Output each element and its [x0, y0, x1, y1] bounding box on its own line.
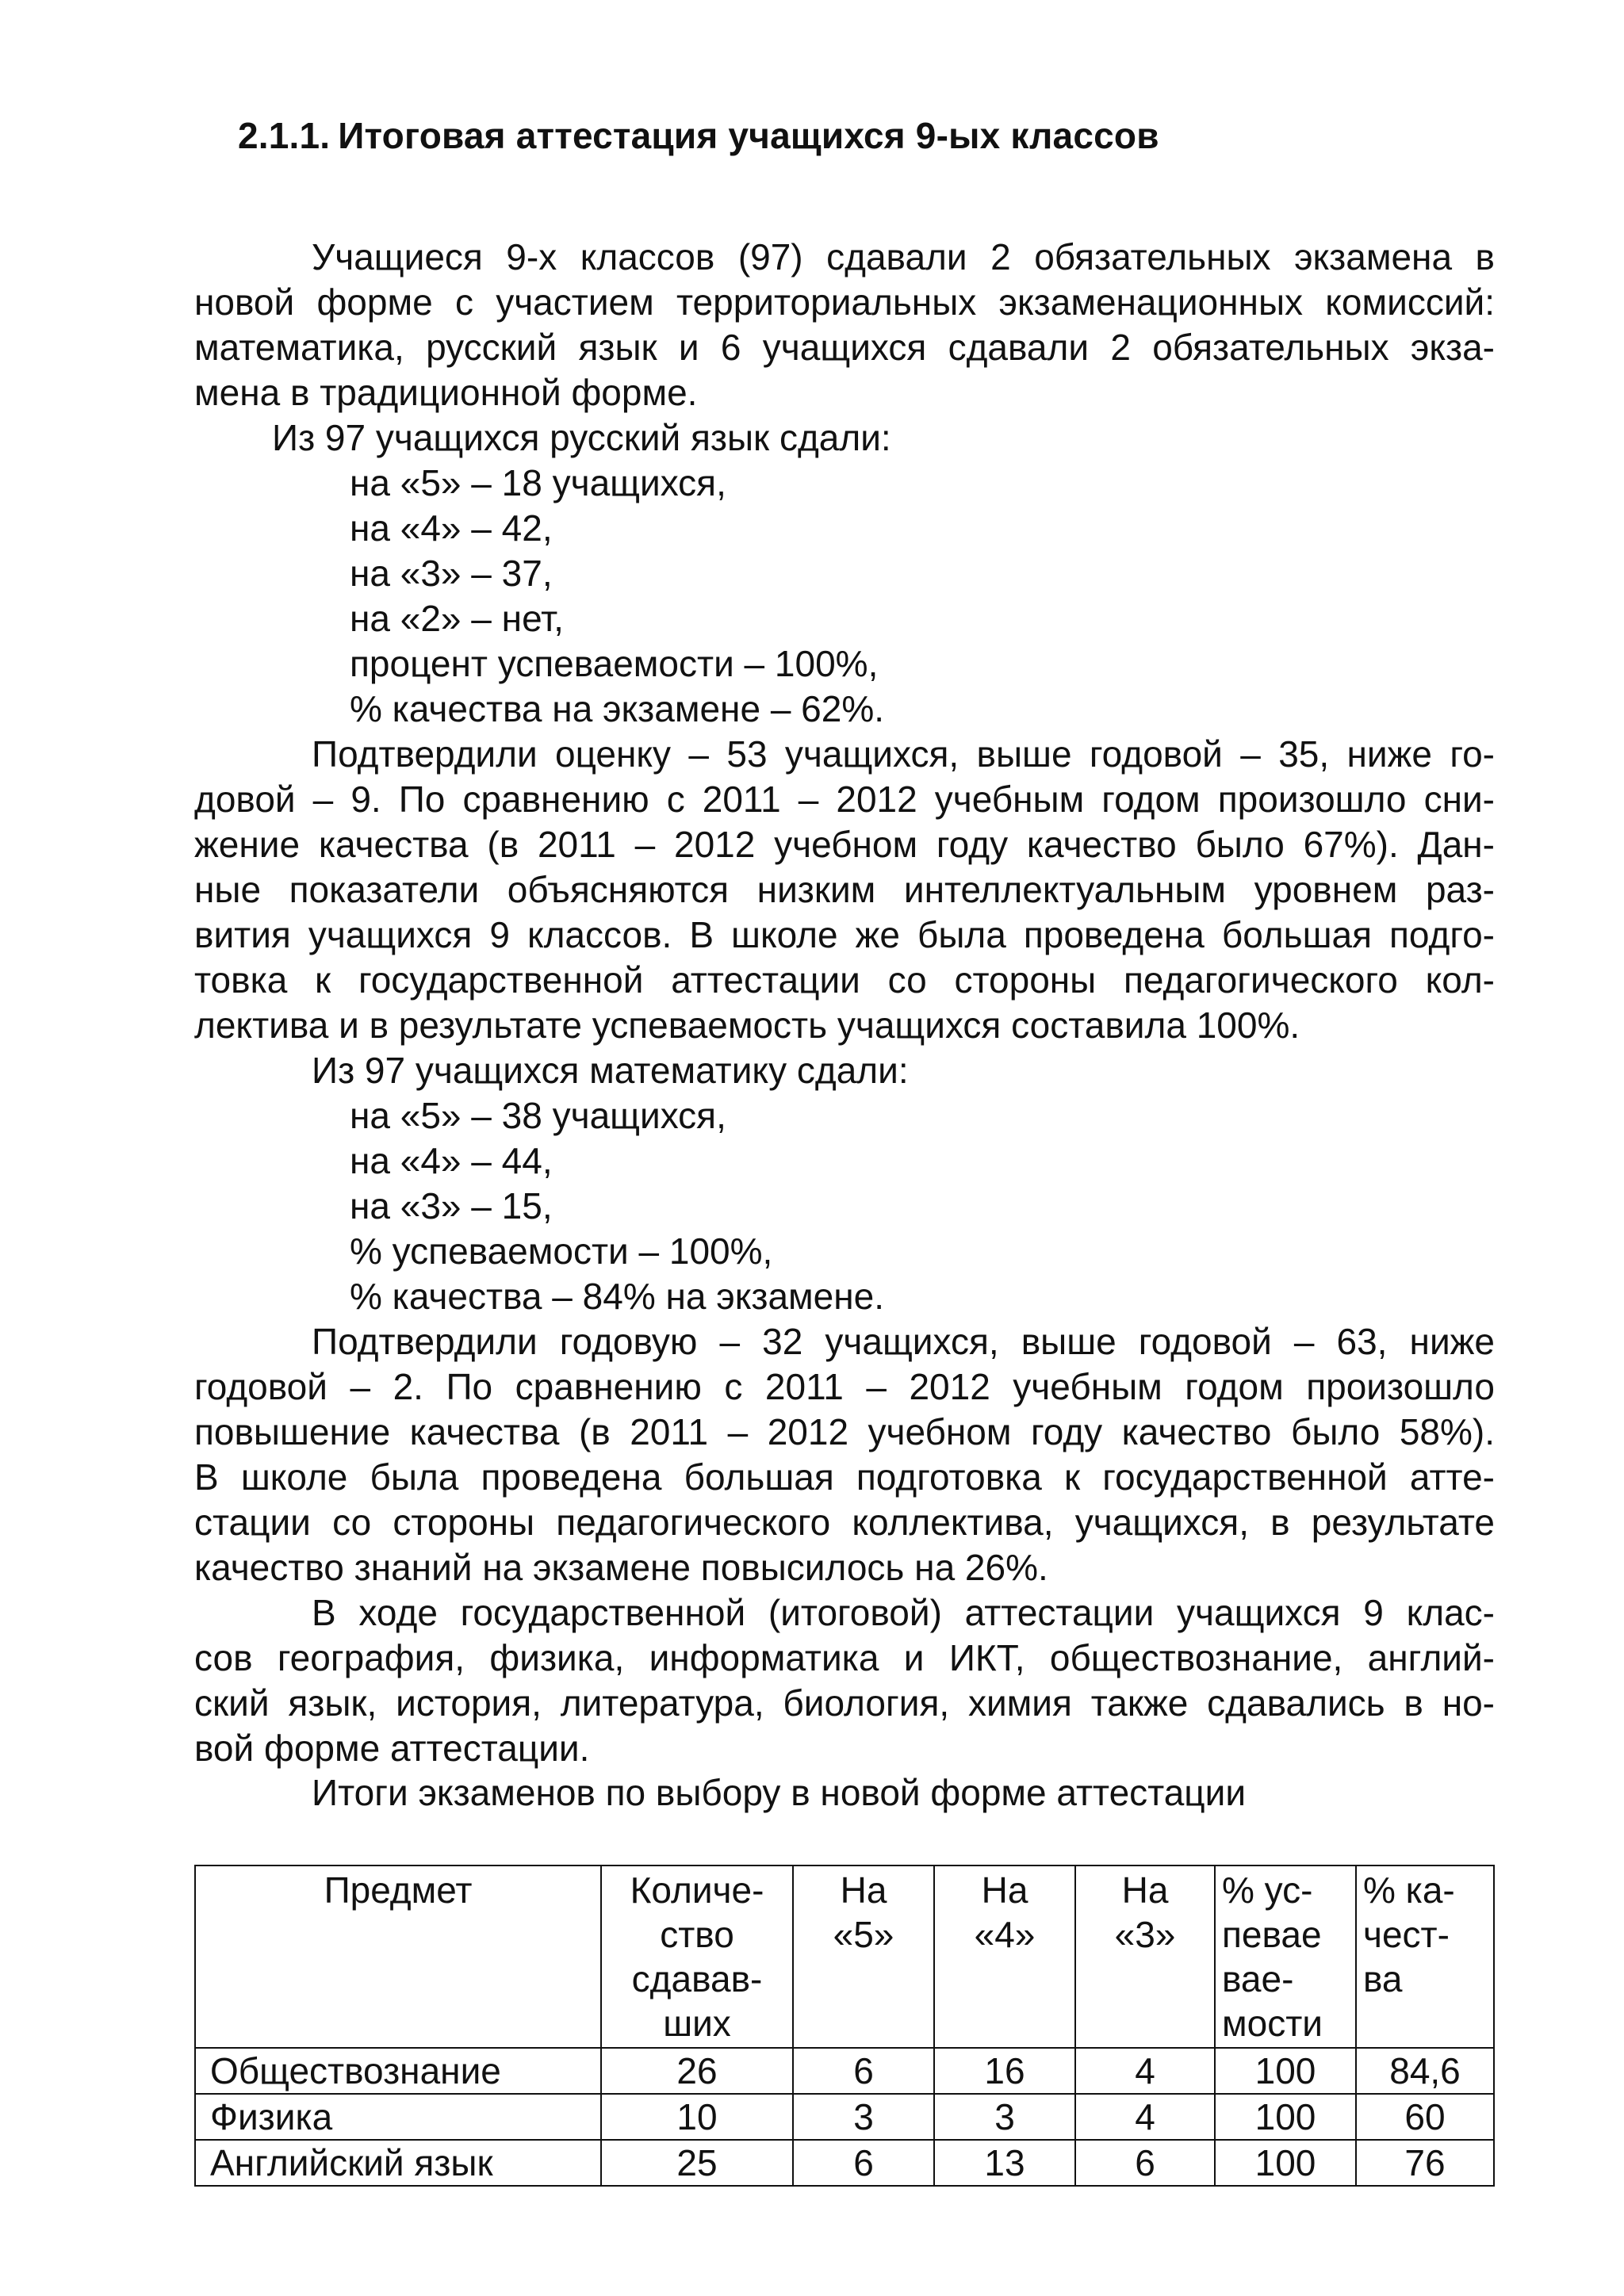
text-line: Учащиеся 9-х классов (97) сдавали 2 обязательных экзамена в: [312, 236, 1495, 277]
text-line: жение качества (в 2011 – 2012 учебном году качество было 67%). Дан-: [194, 824, 1495, 865]
results-table: [194, 1865, 1495, 2187]
cell-grade-5: 6: [793, 2048, 934, 2094]
text-line: новой форме с участием территориальных экзаменационных комиссий:: [194, 281, 1495, 323]
list-item: на «2» – нет,: [350, 598, 564, 639]
text-line: математика, русский язык и 6 учащихся сдавали 2 обязательных экза-: [194, 327, 1495, 368]
cell-success-rate: 100: [1215, 2140, 1356, 2186]
header-line: На: [840, 1869, 887, 1911]
cell-subject: Английский язык: [195, 2140, 601, 2186]
list-item: процент успеваемости – 100%,: [350, 643, 879, 684]
header-grade-3: [1075, 1866, 1215, 2048]
list-item: на «5» – 18 учащихся,: [350, 462, 726, 503]
header-success-rate: [1215, 1866, 1356, 2048]
russian-summary-paragraph: [194, 732, 1495, 1048]
list-item: на «4» – 42,: [350, 507, 553, 549]
header-count: [601, 1866, 793, 2048]
list-item: на «5» – 38 учащихся,: [350, 1095, 726, 1136]
list-item: % качества – 84% на экзамене.: [350, 1276, 885, 1317]
text-line: стации со стороны педагогического коллектива, учащихся, в результате: [194, 1502, 1495, 1543]
text-line: Подтвердили годовую – 32 учащихся, выше годовой – 63, ниже: [312, 1321, 1495, 1362]
text-line: довой – 9. По сравнению с 2011 – 2012 учебным годом произошло сни-: [194, 779, 1495, 820]
header-line: вае-: [1222, 1958, 1294, 1999]
table-caption: Итоги экзаменов по выбору в новой форме аттестации: [312, 1772, 1247, 1813]
section-title: Итоговая аттестация учащихся 9-ых классов: [338, 115, 1159, 156]
cell-grade-4: 13: [934, 2140, 1075, 2186]
text-line: товка к государственной аттестации со стороны педагогического кол-: [194, 959, 1495, 1001]
cell-grade-5: 6: [793, 2140, 934, 2186]
header-line: чест-: [1363, 1914, 1450, 1955]
header-line: Предмет: [324, 1869, 473, 1911]
cell-grade-3: 6: [1075, 2140, 1215, 2186]
list-item: на «4» – 44,: [350, 1140, 553, 1181]
russian-results: [194, 415, 1495, 732]
section-number: 2.1.1.: [238, 115, 331, 156]
table-header-row: [195, 1866, 1494, 2048]
text-line: Подтвердили оценку – 53 учащихся, выше годовой – 35, ниже го-: [312, 733, 1495, 775]
header-line: На: [981, 1869, 1028, 1911]
cell-grade-3: 4: [1075, 2094, 1215, 2140]
cell-subject: Обществознание: [195, 2048, 601, 2094]
header-line: мости: [1222, 2003, 1323, 2044]
header-subject: [195, 1866, 601, 2048]
header-grade-4: [934, 1866, 1075, 2048]
header-line: «3»: [1114, 1914, 1176, 1955]
table-row: [195, 2048, 1494, 2094]
cell-grade-3: 4: [1075, 2048, 1215, 2094]
text-line: ский язык, история, литература, биология, химия также сдавались в но-: [194, 1682, 1495, 1724]
list-item: % качества на экзамене – 62%.: [350, 688, 885, 729]
header-line: сдавав-: [631, 1958, 763, 1999]
cell-grade-4: 16: [934, 2048, 1075, 2094]
header-grade-5: [793, 1866, 934, 2048]
text-line: лектива и в результате успеваемость учащихся составила 100%.: [194, 1004, 1300, 1046]
list-item: на «3» – 37,: [350, 553, 553, 594]
intro-paragraph: [194, 235, 1495, 415]
header-line: ство: [660, 1914, 734, 1955]
header-line: ва: [1363, 1958, 1403, 1999]
other-exams-paragraph: [194, 1590, 1495, 1771]
text-line: годовой – 2. По сравнению с 2011 – 2012 учебным годом произошло: [194, 1366, 1495, 1407]
cell-count: 26: [601, 2048, 793, 2094]
header-line: «4»: [974, 1914, 1036, 1955]
header-line: На: [1121, 1869, 1169, 1911]
header-line: «5»: [833, 1914, 894, 1955]
text-line: В ходе государственной (итоговой) аттестации учащихся 9 клас-: [312, 1592, 1495, 1633]
cell-grade-4: 3: [934, 2094, 1075, 2140]
text-line: сов география, физика, информатика и ИКТ, обществознание, англий-: [194, 1637, 1495, 1678]
list-item: на «3» – 15,: [350, 1185, 553, 1226]
header-line: Количе-: [630, 1869, 764, 1911]
table-row: [195, 2140, 1494, 2186]
cell-quality-rate: 76: [1356, 2140, 1494, 2186]
table-row: [195, 2094, 1494, 2140]
header-line: % ус-: [1222, 1869, 1313, 1911]
cell-grade-5: 3: [793, 2094, 934, 2140]
header-line: певае: [1222, 1914, 1322, 1955]
text-line: ные показатели объясняются низким интеллектуальным уровнем раз-: [194, 869, 1495, 910]
header-line: % ка-: [1363, 1869, 1455, 1911]
russian-intro: Из 97 учащихся русский язык сдали:: [272, 417, 891, 458]
math-results: [194, 1048, 1495, 1319]
text-line: качество знаний на экзамене повысилось на 26%.: [194, 1547, 1048, 1588]
math-summary-paragraph: [194, 1319, 1495, 1590]
cell-count: 25: [601, 2140, 793, 2186]
text-line: повышение качества (в 2011 – 2012 учебном году качество было 58%).: [194, 1411, 1495, 1452]
cell-success-rate: 100: [1215, 2094, 1356, 2140]
text-line: мена в традиционной форме.: [194, 372, 698, 413]
cell-quality-rate: 84,6: [1356, 2048, 1494, 2094]
cell-count: 10: [601, 2094, 793, 2140]
list-item: % успеваемости – 100%,: [350, 1230, 773, 1272]
header-quality-rate: [1356, 1866, 1494, 2048]
math-intro: Из 97 учащихся математику сдали:: [312, 1050, 909, 1091]
cell-success-rate: 100: [1215, 2048, 1356, 2094]
cell-subject: Физика: [195, 2094, 601, 2140]
section-heading: [238, 114, 1159, 157]
text-line: вой форме аттестации.: [194, 1728, 590, 1769]
text-line: В школе была проведена большая подготовка к государственной атте-: [194, 1456, 1495, 1498]
header-line: ших: [663, 2003, 731, 2044]
cell-quality-rate: 60: [1356, 2094, 1494, 2140]
text-line: вития учащихся 9 классов. В школе же была проведена большая подго-: [194, 914, 1495, 955]
report-body: [194, 235, 1495, 1771]
